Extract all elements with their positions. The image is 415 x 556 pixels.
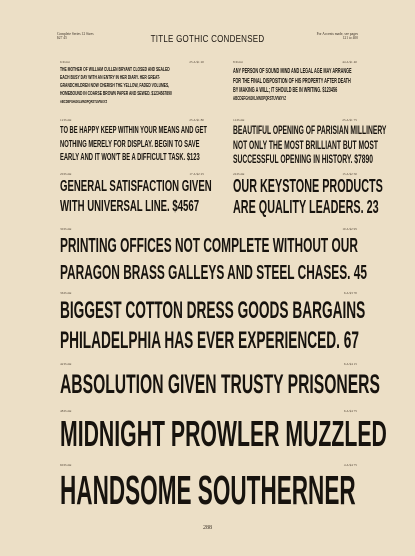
specimen-line: BIGGEST COTTON DRESS GOODS BARGAINS (60, 297, 366, 324)
size-label-60pt: 60 Point (60, 463, 72, 467)
specimen-line: FOR THE FINAL DISPOSITION OF HIS PROPERTY AFTER DEATH (233, 75, 351, 85)
size-label-6pt: 6 Point (60, 60, 70, 64)
price-label-60pt: 4 A $4 75 (343, 463, 357, 467)
size-label-24pt: 24 Point (233, 172, 245, 176)
price-label-42pt: 6 A $4 15 (343, 362, 357, 366)
specimen-line: GENERAL SATISFACTION GIVEN (60, 178, 212, 195)
specimen-24pt (233, 176, 383, 218)
specimen-line: BEAUTIFUL OPENING OF PARISIAN MILLINERY (233, 123, 387, 137)
size-label-12pt: 12 Point (60, 118, 72, 122)
specimen-line: THE MOTHER OF WILLIAM CULLEN BRYANT CLOSED AND SEALED (60, 67, 170, 73)
size-label-48pt: 48 Point (60, 409, 72, 413)
specimen-6pt (60, 66, 172, 106)
specimen-line: ANY PERSON OF SOUND MIND AND LEGAL AGE MAY ARRANGE (233, 66, 352, 75)
price-label-36pt: 6 A $3 70 (343, 291, 357, 295)
specimen-14pt (233, 123, 386, 167)
specimen-line: HANDSOME SOUTHERNER (60, 467, 356, 513)
specimen-line: BY MAKING A WILL; IT SHOULD BE IN WRITING. $123456 (233, 85, 338, 94)
price-label-30pt: 10 A $2 95 (342, 227, 357, 231)
specimen-30pt (60, 232, 367, 286)
price-label-14pt: 25 A $1 75 (342, 118, 357, 122)
specimen-line: PRINTING OFFICES NOT COMPLETE WITHOUT OUR (60, 234, 358, 257)
size-label-8pt: 8 Point (233, 60, 243, 64)
specimen-line: HOMEBOUND IN COARSE BROWN PAPER AND SEWED. $1234567890 (60, 91, 172, 97)
specimen-line: EACH BUSY DAY WITH AN ENTRY IN HER DIARY. HER GREAT- (60, 75, 161, 81)
price-label-20pt: 17 A $2 25 (189, 172, 204, 176)
header-left-line2: $27 45 (57, 36, 67, 41)
specimen-line: OUR KEYSTONE PRODUCTS (233, 176, 383, 196)
header-right-line1: For Accents made, see pages (316, 32, 358, 36)
specimen-48pt (60, 413, 387, 455)
specimen-line: WITH UNIVERSAL LINE. $4567 (60, 198, 200, 215)
price-label-6pt: 25 A $1 20 (189, 60, 204, 64)
specimen-line: EARLY AND IT WON'T BE A DIFFICULT TASK. $123 (60, 152, 200, 163)
specimen-line: NOTHING MERELY FOR DISPLAY. BEGIN TO SAVE (60, 138, 200, 150)
header-left-line1: Complete Series 12 Sizes (57, 32, 94, 36)
specimen-line: ABSOLUTION GIVEN TRUSTY PRISONERS (60, 369, 380, 399)
size-label-30pt: 30 Point (60, 227, 72, 231)
specimen-line: SUCCESSFUL OPENING IN HISTORY. $7890 (233, 152, 374, 166)
size-label-14pt: 14 Point (233, 118, 245, 122)
size-label-42pt: 42 Point (60, 362, 72, 366)
specimen-8pt (233, 66, 352, 104)
specimen-line: MIDNIGHT PROWLER MUZZLED (60, 413, 387, 454)
specimen-line: PARAGON BRASS GALLEYS AND STEEL CHASES. 45 (60, 261, 367, 284)
price-label-8pt: 44 A $1 40 (342, 60, 357, 64)
price-label-12pt: 25 A $1 80 (189, 118, 204, 122)
specimen-12pt (60, 124, 207, 165)
specimen-20pt (60, 177, 212, 217)
specimen-line: ARE QUALITY LEADERS. 23 (233, 197, 379, 217)
specimen-line: NOT ONLY THE MOST BRILLIANT BUT MOST (233, 137, 378, 152)
price-label-24pt: 15 A $2 50 (342, 172, 357, 176)
header-right-line2: 121 to 400 (342, 36, 358, 41)
specimen-line: PHILADELPHIA HAS EVER EXPERIENCED. 67 (60, 327, 360, 354)
page-number: 288 (203, 525, 212, 531)
specimen-line: TO BE HAPPY KEEP WITHIN YOUR MEANS AND GET (60, 125, 207, 136)
price-label-48pt: 6 A $4 75 (343, 409, 357, 413)
size-label-20pt: 20 Point (60, 172, 72, 176)
header-right-note (317, 32, 358, 41)
specimen-60pt (60, 466, 356, 514)
size-label-36pt: 36 Point (60, 291, 72, 295)
specimen-line: ABCDEFGHIJKLMNOPQRSTUVWXYZ (233, 95, 287, 102)
specimen-42pt (60, 367, 380, 401)
specimen-36pt (60, 296, 365, 356)
specimen-line: ABCDEFGHIJKLMNOPQRSTUVWXYZ (60, 99, 108, 104)
page-title: TITLE GOTHIC CONDENSED (150, 34, 265, 45)
specimen-line: GRANDCHILDREN NOW CHERISH THE YELLOW, FADED VOLUMES, (60, 83, 170, 89)
